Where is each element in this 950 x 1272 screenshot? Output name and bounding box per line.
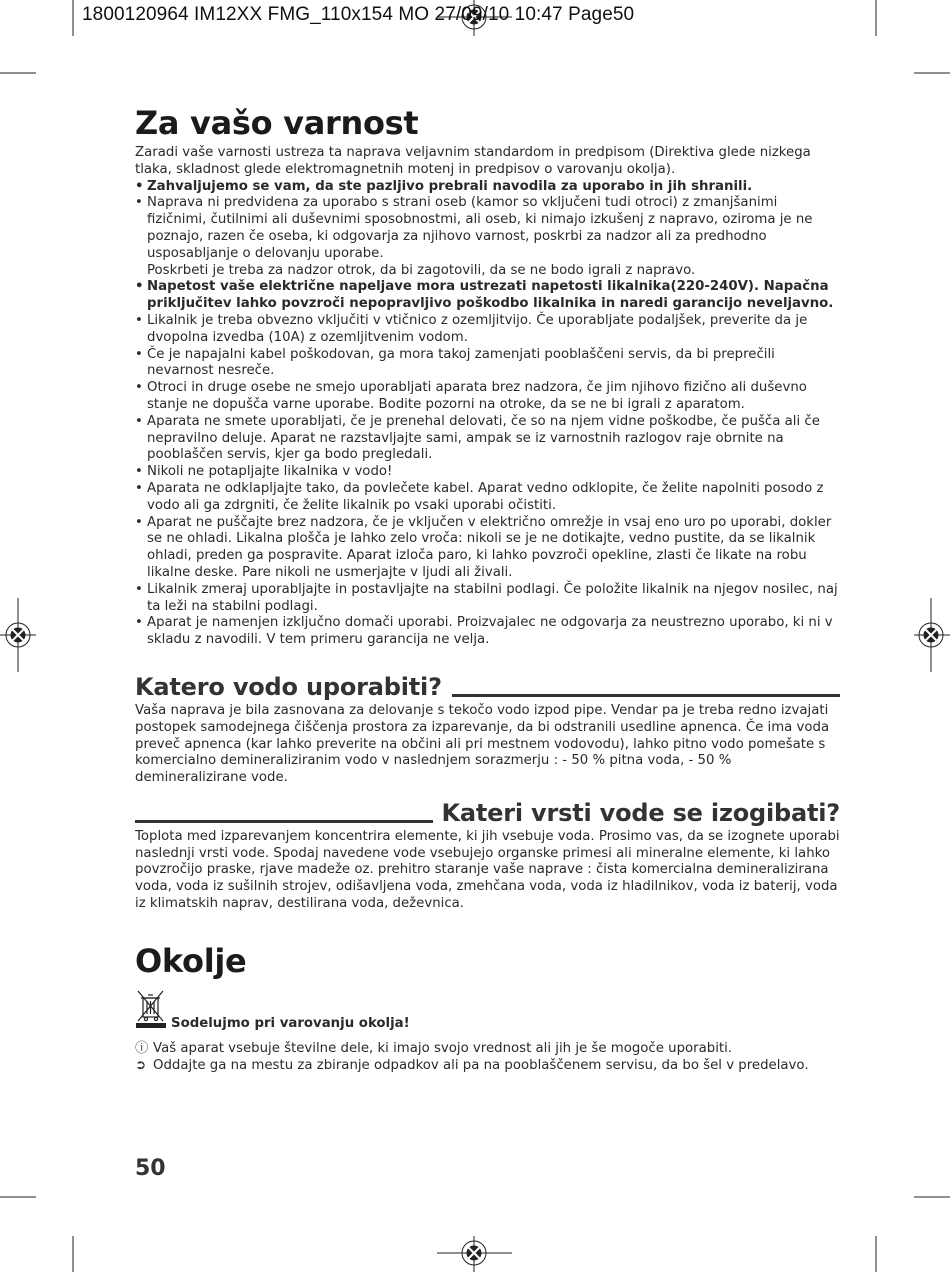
page-title: Za vašo varnost xyxy=(135,104,419,142)
section-rule xyxy=(135,820,433,823)
crossed-bin-icon xyxy=(135,989,167,1033)
list-item: • Aparata ne odklapljajte tako, da povlečete kabel. Aparat vedno odklopite, če želite napolniti posodo z vodo ali ga zdrgniti, če želite likalnik po vsaki uporabi očistiti. xyxy=(135,481,840,515)
list-item: • Otroci in druge osebe ne smejo uporabljati aparata brez nadzora, če jim njihovo fizično ali duševno stanje ne dopušča varne uporabe. Bodite pozorni na otroke, da se ne bi igrali z aparatom. xyxy=(135,380,840,414)
safety-list xyxy=(135,179,840,649)
list-item: • Likalnik zmeraj uporabljajte in postavljajte na stabilni podlagi. Če položite likalnik na njegov nosilec, naj ta leži na stabilni podlagi. xyxy=(135,582,840,616)
avoid-section-text: Toplota med izparevanjem koncentrira elemente, ki jih vsebuje voda. Prosimo vas, da se izognete uporabi naslednji vrsti vode. Spodaj navedene vode vsebujejo organske primesi ali mineralne elemente, ki lahko povzročijo praske, rjave madeže oz. prehitro staranje vaše naprave : čista komercialna demineralizirana voda, voda iz sušilnih strojev, odišavljena voda, zmehčana voda, voda iz hladilnikov, voda iz baterij, voda iz klimatskih naprav, destilirana voda, deževnica. xyxy=(135,828,840,912)
list-item-note: Poskrbeti je treba za nadzor otrok, da bi zagotovili, da se ne bodo igrali z napravo. xyxy=(147,262,696,278)
environment-label: Sodelujmo pri varovanju okolja! xyxy=(171,1015,410,1031)
list-item: • Zahvaljujemo se vam, da ste pazljivo prebrali navodila za uporabo in jih shranili. xyxy=(135,179,840,196)
list-item: ➲ Oddajte ga na mestu za zbiranje odpadkov ali pa na pooblaščenem servisu, da bo šel v predelavo. xyxy=(135,1057,809,1073)
list-item: • Aparata ne smete uporabljati, če je prenehal delovati, če so na njem vidne poškodbe, če pušča ali če nepravilno deluje. Aparat ne razstavljajte sami, ampak se iz varnostnih razlogov raje obrnite na pooblaščen servis, kjer ga bodo pregledali. xyxy=(135,414,840,464)
list-item: • Aparat je namenjen izključno domači uporabi. Proizvajalec ne odgovarja za neustrezno uporabo, ki ni v skladu z navodili. V tem primeru garancija ne velja. xyxy=(135,615,840,649)
list-item: • Aparat ne puščajte brez nadzora, če je vključen v električno omrežje in vsaj eno uro po uporabi, dokler se ne ohladi. Likalna plošča je lahko zelo vroča: nikoli se je ne dotikajte, vedno pustite, da se likalnik ohladi, preden ga pospravite. Aparat izloča paro, ki lahko povzroči opekline, zlasti če likate na robu likalne deske. Pare nikoli ne usmerjajte v ljudi ali živali. xyxy=(135,515,840,582)
water-section-title: Katero vodo uporabiti? xyxy=(135,672,442,701)
list-item: • Če je napajalni kabel poškodovan, ga mora takoj zamenjati pooblaščeni servis, da bi preprečili nevarnost nesreče. xyxy=(135,347,840,381)
list-item: ⓘ Vaš aparat vsebuje številne dele, ki imajo svojo vrednost ali jih je še mogoče uporabiti. xyxy=(135,1040,733,1056)
list-item: • Likalnik je treba obvezno vključiti v vtičnico z ozemljitvijo. Če uporabljate podaljšek, preverite da je dvopolna izvedba (10A) z ozemljitvenim vodom. xyxy=(135,313,840,347)
page-content xyxy=(135,100,840,1074)
intro-paragraph: Zaradi vaše varnosti ustreza ta naprava veljavnim standardom in predpisom (Direktiva glede nizkega tlaka, skladnost glede elektromagnetnih motenj in predpisov o varovanju okolja). xyxy=(135,145,811,177)
water-section-text: Vaša naprava je bila zasnovana za delovanje s tekočo vodo izpod pipe. Vendar pa je treba redno izvajati postopek samodejnega čiščenja prostora za izparevanje, da bi odstranili usedline apnenca. Če ima voda preveč apnenca (kar lahko preverite na občini ali pri mestnem vodovodu), lahko pitno vodo pomešate s komercialno demineraliziranim vodo v naslednjem sorazmerju : - 50 % pitna voda, - 50 % demineralizirane vode. xyxy=(135,702,830,786)
environment-label-row xyxy=(135,989,840,1033)
list-item: • Napetost vaše električne napeljave mora ustrezati napetosti likalnika(220-240V). Napačna priključitev lahko povzroči nepopravljivo poškodbo likalnika in naredi garancijo neveljavno. xyxy=(135,279,840,313)
page-number: 50 xyxy=(135,1156,166,1181)
avoid-section-header xyxy=(135,797,840,829)
list-item: • Naprava ni predvidena za uporabo s strani oseb (kamor so vključeni tudi otroci) z zmanjšanimi fizičnimi, čutilnimi ali duševnimi sposobnostmi, ali oseb, ki nimajo izkušenj z napravo, oziroma je ne poznajo, razen če oseba, ki odgovarja za njihovo varnost, poskrbi za nadzor ali za predhodno usposabljanje o delovanju uporabe. Poskrbeti je treba za nadzor otrok, da bi zagotovili, da se ne bodo igrali z napravo. xyxy=(135,195,840,279)
avoid-section-title: Kateri vrsti vode se izogibati? xyxy=(441,798,840,827)
environment-title: Okolje xyxy=(135,941,247,980)
water-section-header xyxy=(135,671,840,703)
section-rule xyxy=(452,694,840,697)
environment-notes xyxy=(135,1041,840,1075)
print-slug: 1800120964 IM12XX FMG_110x154 MO 27/09/10 10:47 Page50 xyxy=(82,4,635,25)
arrow-icon: ➲ xyxy=(135,1057,147,1073)
list-item: • Nikoli ne potapljajte likalnika v vodo! xyxy=(135,464,840,481)
info-icon: ⓘ xyxy=(135,1040,149,1056)
